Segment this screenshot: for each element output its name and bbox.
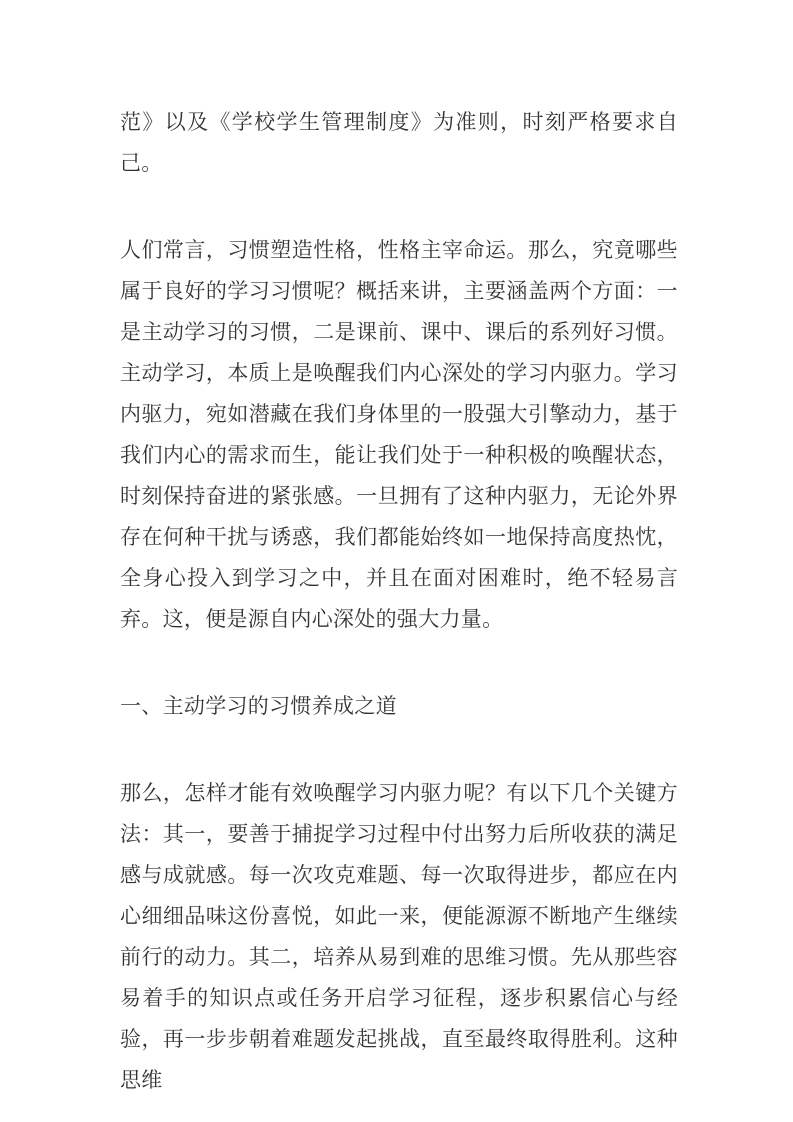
paragraph-methods: 那么，怎样才能有效唤醒学习内驱力呢？有以下几个关键方法：其一，要善于捕捉学习过程中付出努力后所收获的满足感与成就感。每一次攻克难题、每一次取得进步，都应在内心细细品味这份喜悦，如此一来，便能源源不断地产生继续前行的动力。其二，培养从易到难的思维习惯。先从那些容易着手的知识点或任务开启学习征程，逐步积累信心与经验，再一步步朝着难题发起挑战，直至最终取得胜利。这种思维 — [120, 782, 678, 1092]
paragraph-intro: 人们常言，习惯塑造性格，性格主宰命运。那么，究竟哪些属于良好的学习习惯呢？概括来讲，主要涵盖两个方面：一是主动学习的习惯，二是课前、课中、课后的系列好习惯。主动学习，本质上是唤醒我们内心深处的学习内驱力。学习内驱力，宛如潜藏在我们身体里的一股强大引擎动力，基于我们内心的需求而生，能让我们处于一种积极的唤醒状态，时刻保持奋进的紧张感。一旦拥有了这种内驱力，无论外界存在何种干扰与诱惑，我们都能始终如一地保持高度热忱，全身心投入到学习之中，并且在面对困难时，绝不轻易言弃。这，便是源自内心深处的强大力量。 — [120, 239, 678, 631]
document-body — [120, 102, 678, 1101]
section-heading: 一、主动学习的习惯养成之道 — [120, 695, 397, 718]
paragraph-continuation: 范》以及《学校学生管理制度》为准则，时刻严格要求自己。 — [120, 111, 678, 175]
